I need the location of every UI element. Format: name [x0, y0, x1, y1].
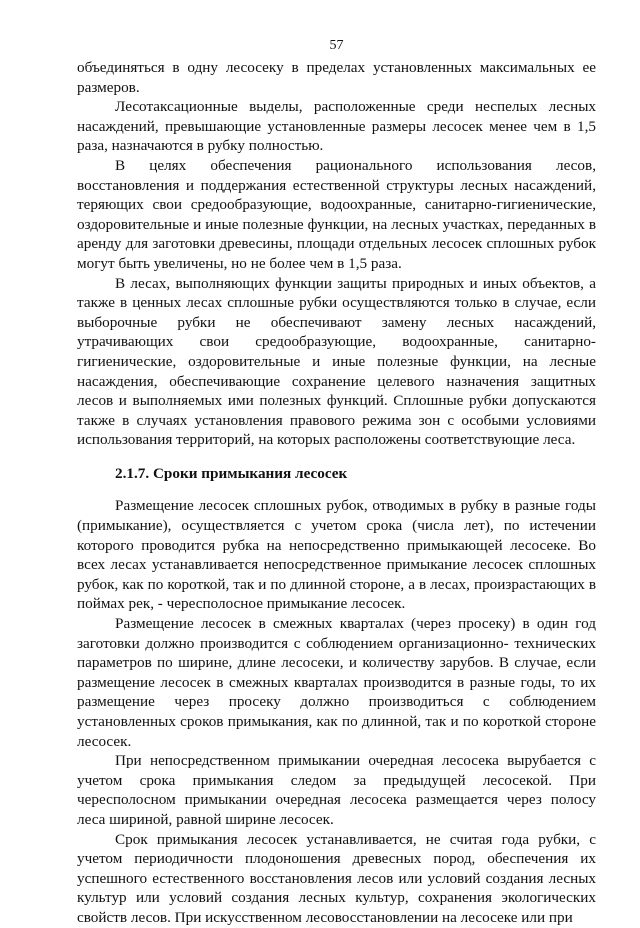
section-heading: 2.1.7. Сроки примыкания лесосек: [115, 464, 348, 482]
paragraph: Размещение лесосек в смежных кварталах (через просеку) в один год заготовки должно производится с соблюдением организационно- технических параметров по ширине, длине лесосеки, и количеству зарубов. В случае, если размещение лесосек в смежных кварталах производится в разные годы, то их размещение через просеку должно производиться с соблюдением установленных сроков примыкания, как по длинной, так и по короткой стороне лесосек.: [77, 615, 596, 750]
paragraph: Срок примыкания лесосек устанавливается, не считая года рубки, с учетом периодичности плодоношения древесных пород, обеспечения их успешного естественного восстановления лесов или условий создания лесных культур или условий создания лесных культур, сохранения экологических свойств лесов. При искусственном лесовосстановлении на лесосеке или при: [77, 830, 596, 926]
paragraph: Размещение лесосек сплошных рубок, отводимых в рубку в разные годы (примыкание), осуществляется с учетом срока (числа лет), по истечении которого проводится рубка на непосредственно примыкающей лесосеке. Во всех лесах устанавливается непосредственное примыкание лесосек сплошных рубок, как по короткой, так и по длинной стороне, а в лесах, произрастающих в поймах рек, - чересполосное примыкание лесосек.: [77, 497, 596, 613]
page-body: [77, 58, 596, 928]
paragraph-continuation: объединяться в одну лесосеку в пределах установленных максимальных ее размеров.: [77, 59, 596, 96]
paragraph: Лесотаксационные выделы, расположенные среди неспелых лесных насаждений, превышающие установленные размеры лесосек менее чем в 1,5 раза, назначаются в рубку полностью.: [77, 98, 596, 155]
paragraph: В лесах, выполняющих функции защиты природных и иных объектов, а также в ценных лесах сплошные рубки осуществляются только в случае, если выборочные рубки не обеспечивают замену лесных насаждений, утрачивающих свои средообразующие, водоохранные, санитарно-гигиенические, оздоровительные и иные полезные функции, на лесные насаждения, обеспечивающие сохранение целевого назначения защитных лесов и выполняемых ими полезных функций. Сплошные рубки допускаются также в случаях установления правового режима зон с особыми условиями использования территорий, на которых расположены соответствующие леса.: [77, 274, 596, 449]
paragraph: В целях обеспечения рационального использования лесов, восстановления и поддержания естественной структуры лесных насаждений, теряющих свои средообразующие, водоохранные, санитарно-гигиенические, оздоровительные и иные полезные функции, на лесных участках, переданных в аренду для заготовки древесины, площади отдельных лесосек сплошных рубок могут быть увеличены, но не более чем в 1,5 раза.: [77, 156, 596, 272]
page-number: 57: [329, 38, 344, 53]
paragraph: При непосредственном примыкании очередная лесосека вырубается с учетом срока примыкания следом за предыдущей лесосекой. При чересполосном примыкании очередная лесосека размещается через полосу леса шириной, равной ширине лесосек.: [77, 752, 596, 828]
